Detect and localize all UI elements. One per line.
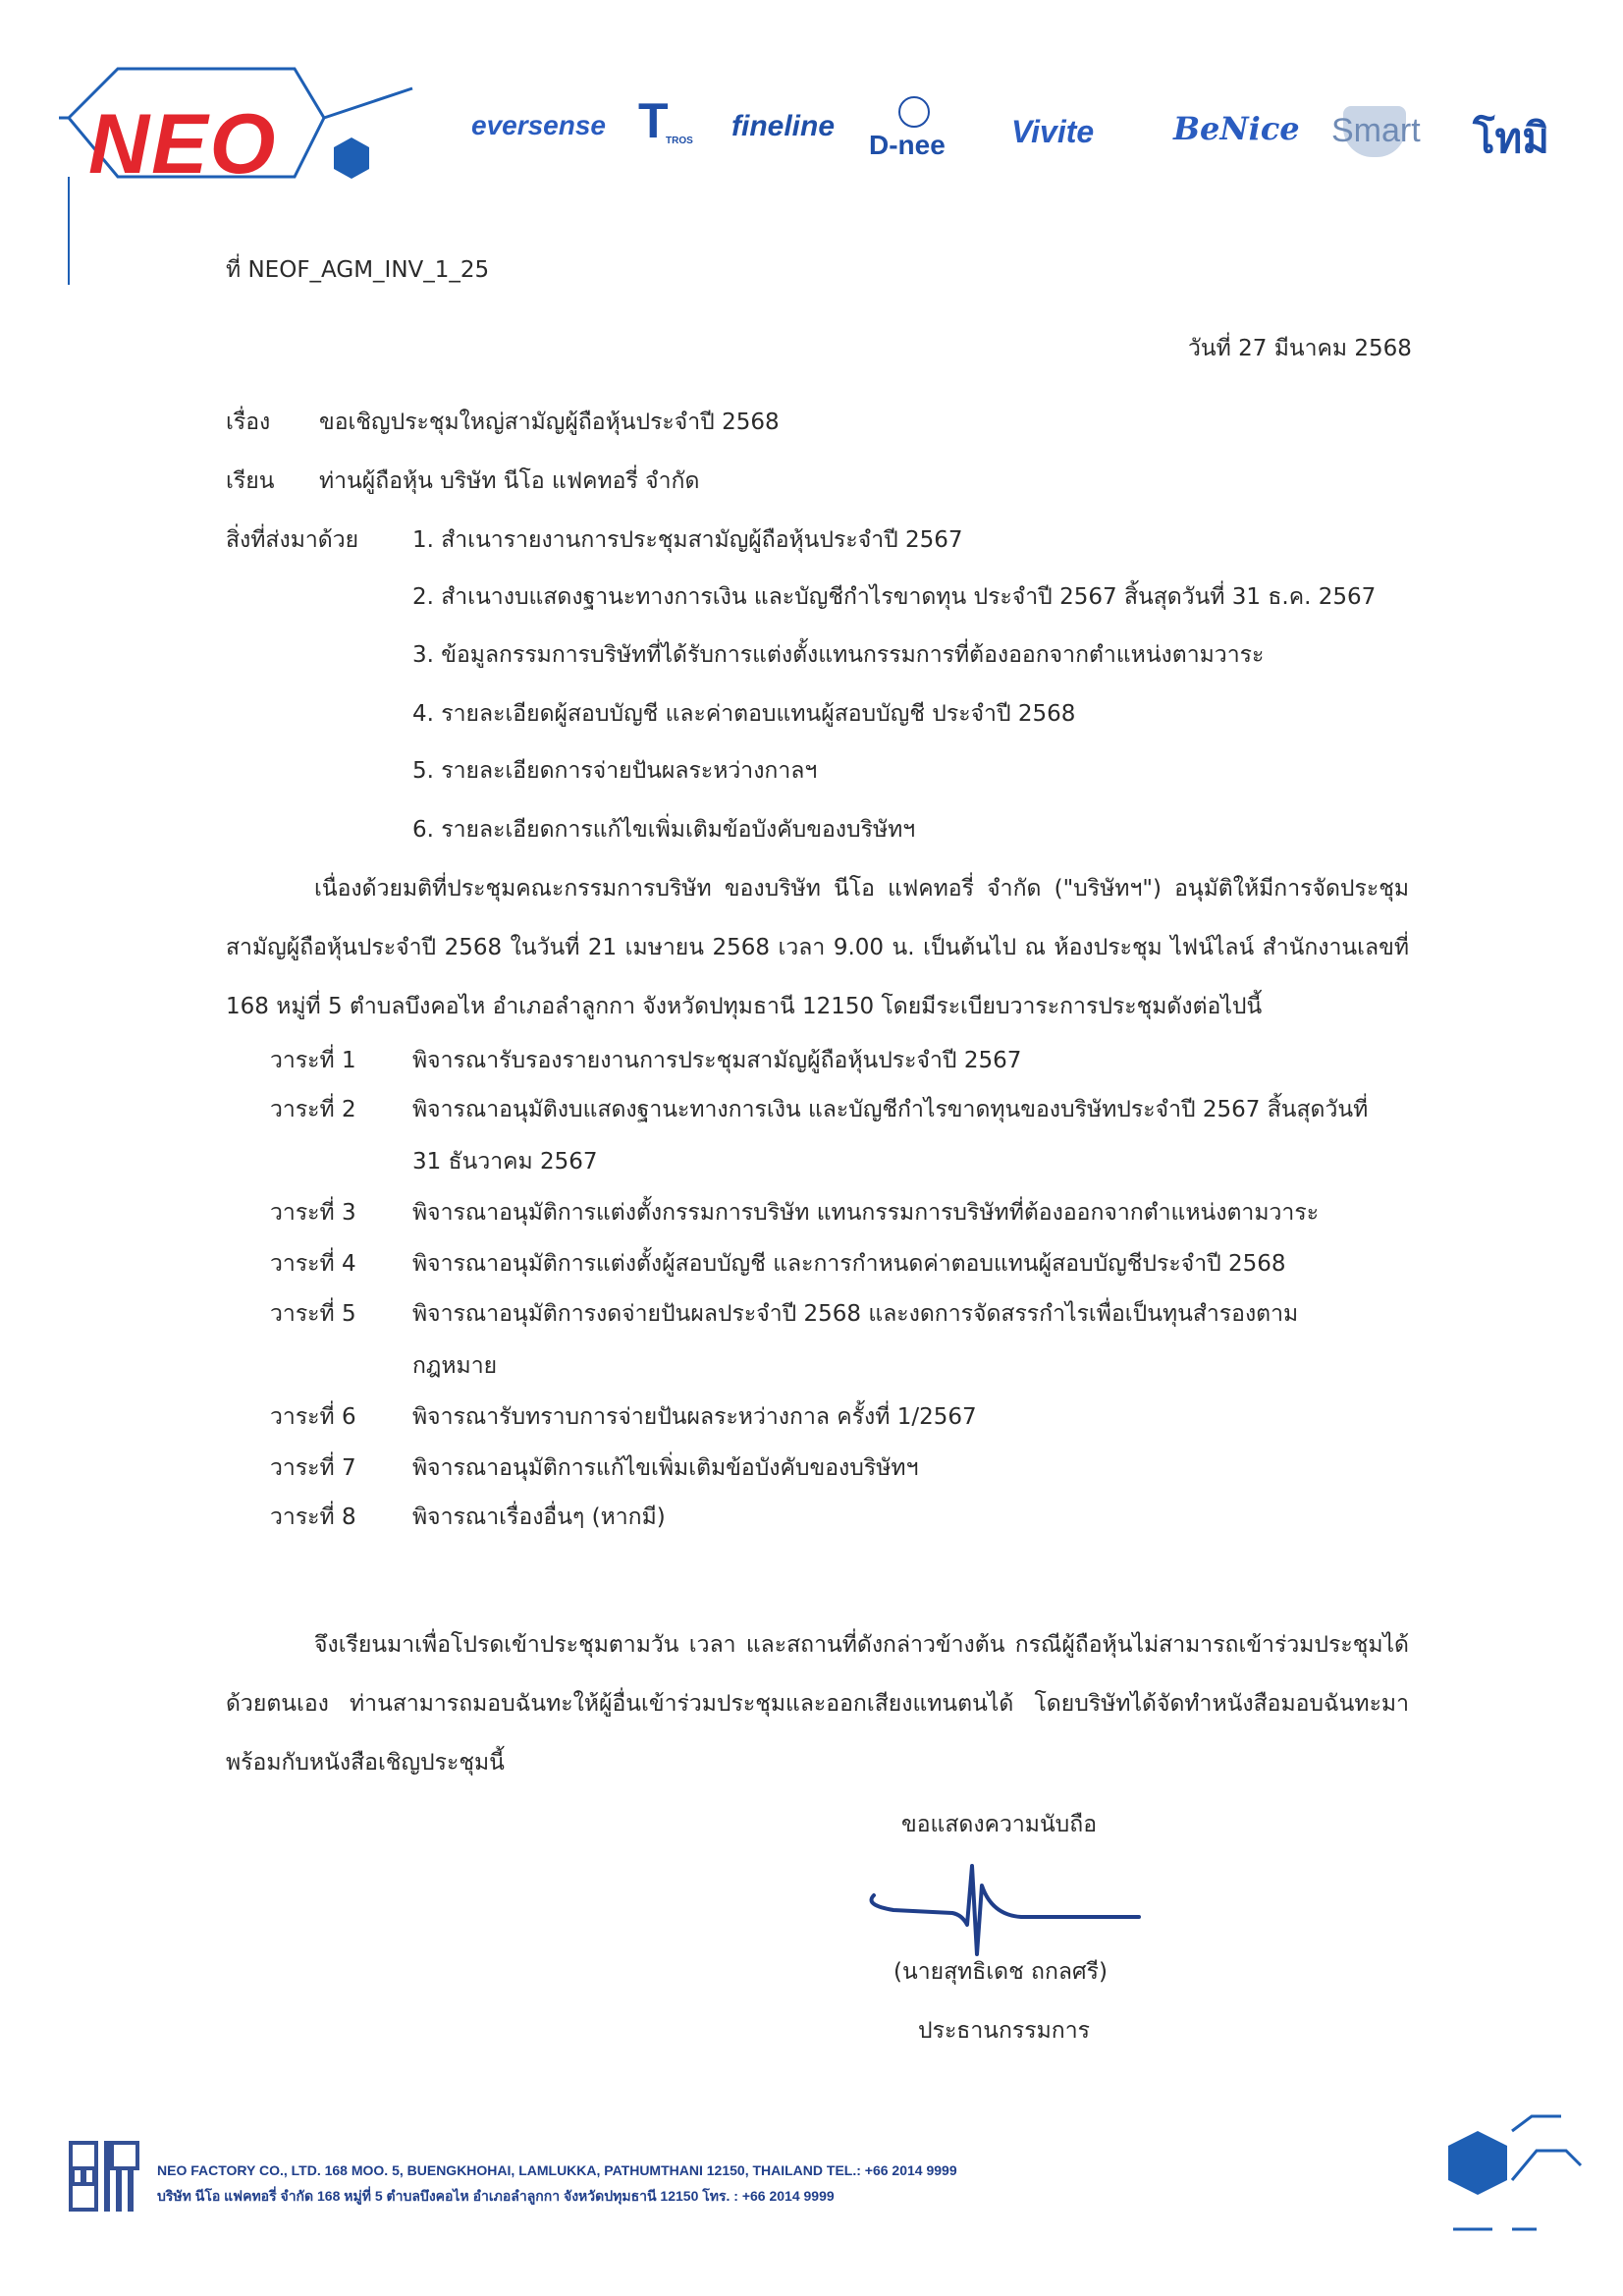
brand-logo-fineline: fineline (731, 110, 836, 142)
signatory-name: (นายสุทธิเดช ถกลศรี) (893, 1959, 1108, 1985)
agenda-label: วาระที่ 3 (270, 1200, 356, 1226)
brand-logo-eversense: eversense (471, 110, 607, 140)
agenda-label: วาระที่ 1 (270, 1048, 356, 1073)
recipient-label: เรียน (226, 468, 275, 494)
tros-mark-icon: T (638, 93, 669, 148)
header-logo-area (0, 0, 511, 295)
intro-paragraph: เนื่องด้วยมติที่ประชุมคณะกรรมการบริษัท ของบริษัท นีโอ แฟคทอรี่ จำกัด ("บริษัทฯ") อนุมัติให้มีการจัดประชุมสามัญผู้ถือหุ้นประจำปี 2568 ในวันที่ 21 เมษายน 2568 เวลา 9.00 น. เป็นต้นไป ณ ห้องประชุม ไฟน์ไลน์ สำนักงานเลขที่ 168 หมู่ที่ 5 ตำบลบึงคอไห อำเภอลำลูกกา จังหวัดปทุมธานี 12150 โดยมีระเบียบวาระการประชุมดังต่อไปนี้ (226, 876, 1409, 1019)
agenda-label: วาระที่ 2 (270, 1097, 356, 1122)
agenda-text: พิจารณาเรื่องอื่นๆ (หากมี) (412, 1504, 666, 1530)
attachment-item: 4. รายละเอียดผู้สอบบัญชี และค่าตอบแทนผู้สอบบัญชี ประจำปี 2568 (412, 701, 1076, 727)
neo-logo-text: NEO (88, 97, 278, 191)
agenda-label: วาระที่ 7 (270, 1455, 356, 1481)
baby-face-icon (898, 96, 930, 128)
qr-code-icon (69, 2141, 139, 2212)
agenda-text: พิจารณารับรองรายงานการประชุมสามัญผู้ถือหุ้นประจำปี 2567 (412, 1048, 1022, 1073)
brand-logo-tomi: โทมิ (1473, 115, 1549, 161)
subject-text: ขอเชิญประชุมใหญ่สามัญผู้ถือหุ้นประจำปี 2568 (319, 410, 780, 435)
brand-logo-smart (1325, 100, 1424, 159)
agenda-label: วาระที่ 6 (270, 1404, 356, 1430)
attachment-item: 2. สำเนางบแสดงฐานะทางการเงิน และบัญชีกำไรขาดทุน ประจำปี 2567 สิ้นสุดวันที่ 31 ธ.ค. 2567 (412, 584, 1377, 610)
dnee-wordmark: D-nee (869, 130, 946, 160)
tros-wordmark: TROS (666, 136, 693, 146)
agenda-text: พิจารณารับทราบการจ่ายปันผลระหว่างกาล ครั้งที่ 1/2567 (412, 1404, 977, 1430)
agenda-text: พิจารณาอนุมัติการแก้ไขเพิ่มเติมข้อบังคับของบริษัทฯ (412, 1455, 919, 1481)
signature-graphic (854, 1856, 1149, 1964)
signatory-title: ประธานกรรมการ (918, 2018, 1090, 2044)
footer-address-en: NEO FACTORY CO., LTD. 168 MOO. 5, BUENGKHOHAI, LAMLUKKA, PATHUMTHANI 12150, THAILAND TEL.: +66 2014 9999 (157, 2162, 957, 2178)
recipient-text: ท่านผู้ถือหุ้น บริษัท นีโอ แฟคทอรี่ จำกัด (319, 468, 700, 494)
agenda-text: พิจารณาอนุมัติการงดจ่ายปันผลประจำปี 2568 และงดการจัดสรรกำไรเพื่อเป็นทุนสำรองตาม (412, 1301, 1299, 1327)
agenda-text: พิจารณาอนุมัติงบแสดงฐานะทางการเงิน และบัญชีกำไรขาดทุนของบริษัทประจำปี 2567 สิ้นสุดวันที่ (412, 1097, 1369, 1122)
agenda-text: พิจารณาอนุมัติการแต่งตั้งผู้สอบบัญชี และการกำหนดค่าตอบแทนผู้สอบบัญชีประจำปี 2568 (412, 1251, 1286, 1277)
footer-hexagon-graphic (1414, 2102, 1591, 2239)
agenda-label: วาระที่ 4 (270, 1251, 356, 1277)
brand-logo-benice: BeNice (1173, 110, 1300, 147)
brand-logo-dnee (869, 96, 967, 165)
footer-address-th: บริษัท นีโอ แฟคทอรี่ จำกัด 168 หมู่ที่ 5 ตำบลบึงคอไห อำเภอลำลูกกา จังหวัดปทุมธานี 12150 โทร. : +66 2014 9999 (157, 2188, 835, 2204)
attachment-item: 3. ข้อมูลกรรมการบริษัทที่ได้รับการแต่งตั้งแทนกรรมการที่ต้องออกจากตำแหน่งตามวาระ (412, 642, 1265, 668)
complimentary-close: ขอแสดงความนับถือ (901, 1812, 1098, 1837)
letter-date: วันที่ 27 มีนาคม 2568 (1188, 336, 1412, 361)
reference-number: ที่ NEOF_AGM_INV_1_25 (226, 257, 490, 283)
brand-logo-tros (638, 93, 693, 161)
smart-wordmark: Smart (1331, 112, 1421, 149)
closing-paragraph: จึงเรียนมาเพื่อโปรดเข้าประชุมตามวัน เวลา และสถานที่ดังกล่าวข้างต้น กรณีผู้ถือหุ้นไม่สามารถเข้าร่วมประชุมได้ด้วยตนเอง ท่านสามารถมอบฉันทะให้ผู้อื่นเข้าร่วมประชุมและออกเสียงแทนตนได้ โดยบริษัทได้จัดทำหนังสือมอบฉันทะมาพร้อมกับหนังสือเชิญประชุมนี้ (226, 1632, 1409, 1776)
agenda-label: วาระที่ 5 (270, 1301, 356, 1327)
agenda-text: 31 ธันวาคม 2567 (412, 1149, 598, 1175)
agenda-label: วาระที่ 8 (270, 1504, 356, 1530)
agenda-text: พิจารณาอนุมัติการแต่งตั้งกรรมการบริษัท แทนกรรมการบริษัทที่ต้องออกจากตำแหน่งตามวาระ (412, 1200, 1320, 1226)
agenda-text: กฎหมาย (412, 1353, 498, 1379)
attachment-item: 1. สำเนารายงานการประชุมสามัญผู้ถือหุ้นประจำปี 2567 (412, 527, 963, 553)
brand-logo-vivite: Vivite (1011, 114, 1095, 149)
subject-label: เรื่อง (226, 410, 271, 435)
attachment-item: 6. รายละเอียดการแก้ไขเพิ่มเติมข้อบังคับของบริษัทฯ (412, 817, 916, 843)
attachment-item: 5. รายละเอียดการจ่ายปันผลระหว่างกาลฯ (412, 758, 818, 784)
attachments-label: สิ่งที่ส่งมาด้วย (226, 527, 359, 553)
